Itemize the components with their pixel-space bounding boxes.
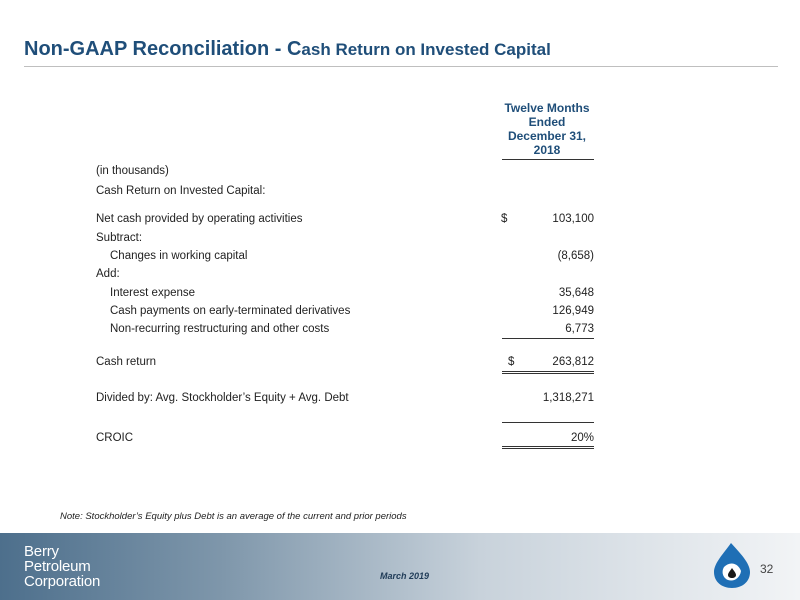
row-label: Changes in working capital [110,250,248,262]
row-label: Cash payments on early-terminated derivatives [110,305,351,317]
table-row [96,248,596,264]
table-row [96,211,596,227]
column-header [500,101,594,157]
company-logo [24,544,100,589]
table-row [96,163,596,179]
row-value: 1,318,271 [542,392,594,404]
logo-line: Berry [24,543,59,560]
title-main: Non-GAAP Reconciliation - C [24,38,302,60]
row-value: 103,100 [552,213,594,225]
oil-drop-icon [710,541,754,589]
column-header-line: Twelve Months [504,101,590,115]
slide-title [24,38,551,61]
row-label: Cash Return on Invested Capital: [96,185,266,197]
subtotal-underline [502,338,594,339]
row-value: 6,773 [565,323,594,335]
table-row [96,285,596,301]
column-header-line: December 31, [507,129,587,143]
page-number: 32 [760,562,774,576]
column-header-line: Ended [528,115,566,129]
title-divider [24,66,778,67]
row-dollar-sign: $ [501,213,508,225]
row-label: (in thousands) [96,165,169,177]
row-value: (8,658) [557,250,594,262]
row-label: Interest expense [110,287,196,299]
row-label: Cash return [96,356,157,368]
row-value: 126,949 [552,305,594,317]
row-value: 35,648 [558,287,594,299]
row-label: Divided by: Avg. Stockholder’s Equity + Avg. Debt [96,392,349,404]
total-double-underline-top [502,371,594,372]
table-row [96,230,596,246]
row-label: Net cash provided by operating activities [96,213,303,225]
table-row [96,303,596,319]
table-row [96,183,596,199]
row-value: 263,812 [552,356,594,368]
table-row [96,354,596,370]
table-row [96,321,596,337]
croic-double-underline-bottom [502,448,594,449]
column-header-line: 2018 [533,143,561,157]
footer-bar [0,533,800,600]
footer-date: March 2019 [380,571,430,581]
logo-line: Petroleum [24,558,91,575]
table-row [96,430,596,446]
row-label: Non-recurring restructuring and other costs [110,323,330,335]
row-label: Add: [96,268,120,280]
row-label: Subtract: [96,232,143,244]
row-value: 20% [570,432,594,444]
croic-double-underline-top [502,446,594,447]
logo-line: Corporation [24,573,101,590]
table-row [96,390,596,406]
title-rest: ash Return on Invested Capital [301,40,551,59]
column-header-underline [502,159,594,160]
total-double-underline-bottom [502,373,594,374]
row-label: CROIC [96,432,134,444]
footnote: Note: Stockholder’s Equity plus Debt is an average of the current and prior periods [60,511,407,522]
divisor-underline [502,422,594,423]
table-row [96,266,596,282]
row-dollar-sign: $ [508,356,515,368]
